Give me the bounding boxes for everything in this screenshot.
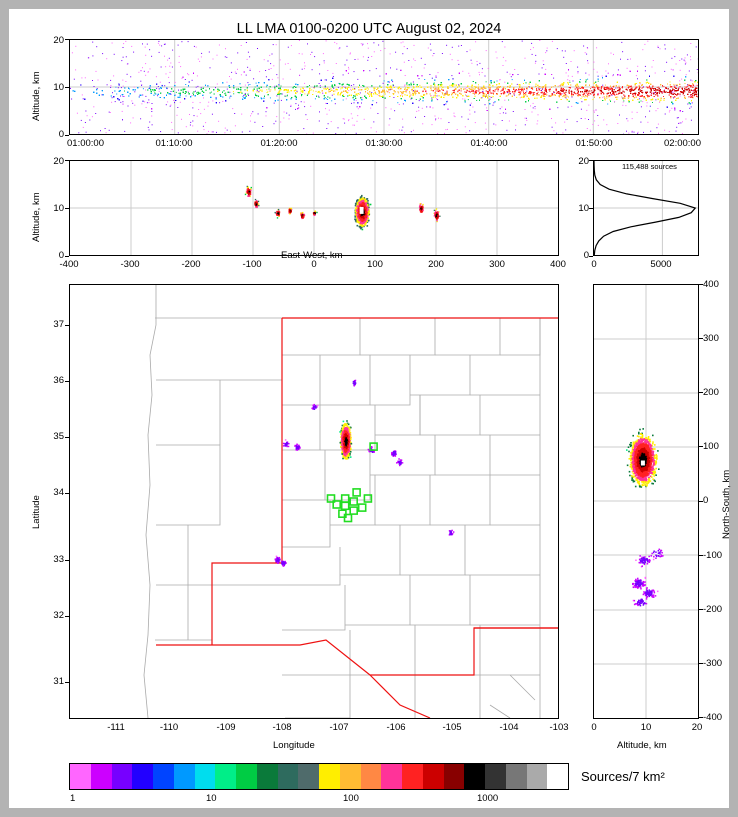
panel4-xtick--104: -104 <box>499 722 519 733</box>
panel1-xtick-5: 01:50:00 <box>575 138 613 149</box>
colorbar-segment-2 <box>112 764 133 789</box>
panel4-ytick-36: 36 <box>53 375 64 386</box>
panel1-xtick-0: 01:00:00 <box>67 138 104 149</box>
panel1-ytick-20: 20 <box>53 35 64 46</box>
panel-map[interactable] <box>69 284 559 719</box>
panel3-xtick-0: 0 <box>591 259 597 270</box>
panel5-ytick--300: -300 <box>703 658 723 669</box>
panel-time-vs-altitude[interactable] <box>69 39 699 135</box>
panel1-xtick-6: 02:00:00 <box>664 138 701 149</box>
colorbar-segment-7 <box>215 764 236 789</box>
panel4-xtick--109: -109 <box>216 722 236 733</box>
panel5-xtick-20: 20 <box>691 722 703 733</box>
colorbar-segment-12 <box>319 764 340 789</box>
panel4-xtick--103: -103 <box>549 722 569 733</box>
panel4-ytick-35: 35 <box>53 431 64 442</box>
panel3-ytick-10: 10 <box>578 203 589 214</box>
colorbar-segment-1 <box>91 764 112 789</box>
panel4-ytick-34: 34 <box>53 487 64 498</box>
panel5-ytick--100: -100 <box>703 550 723 561</box>
colorbar-segment-18 <box>444 764 465 789</box>
panel2-xtick-400: 400 <box>550 259 566 270</box>
panel2-xtick--100: -100 <box>242 259 262 270</box>
figure-canvas <box>9 9 732 808</box>
colorbar-segment-10 <box>278 764 299 789</box>
colorbar-segment-4 <box>153 764 174 789</box>
panel1-xtick-1: 01:10:00 <box>155 138 193 149</box>
panel5-ytick-400: 400 <box>703 279 719 290</box>
colorbar-segment-17 <box>423 764 444 789</box>
colorbar-segment-22 <box>527 764 548 789</box>
altitude-histogram-curve <box>594 161 698 255</box>
panel4-ytick-31: 31 <box>53 676 64 687</box>
panel4-xlabel: Longitude <box>273 740 315 751</box>
panel2-ytick-20: 20 <box>53 156 64 167</box>
panel3-xtick-5000: 5000 <box>650 259 672 270</box>
panel4-xtick--106: -106 <box>386 722 406 733</box>
panel2-ylabel: Altitude, km <box>31 192 42 242</box>
panel2-xtick-200: 200 <box>428 259 444 270</box>
colorbar-tick-1: 1 <box>70 793 76 804</box>
panel2-ytick-10: 10 <box>53 203 64 214</box>
panel1-xtick-4: 01:40:00 <box>470 138 508 149</box>
colorbar-tick-100: 100 <box>343 793 359 804</box>
colorbar-segment-3 <box>132 764 153 789</box>
panel2-xtick-100: 100 <box>367 259 383 270</box>
colorbar-segment-14 <box>361 764 382 789</box>
panel1-ytick-10: 10 <box>53 82 64 93</box>
panel5-ytick-300: 300 <box>703 333 719 344</box>
time-height-scatter <box>70 40 698 134</box>
station-marker-4 <box>350 507 357 514</box>
panel4-ytick-33: 33 <box>53 554 64 565</box>
panel4-ytick-32: 32 <box>53 610 64 621</box>
colorbar-segment-9 <box>257 764 278 789</box>
panel-eastwest-vs-altitude[interactable] <box>69 160 559 256</box>
colorbar-segment-19 <box>464 764 485 789</box>
colorbar-segment-11 <box>298 764 319 789</box>
panel3-ytick-0: 0 <box>583 250 589 261</box>
panel2-xtick-300: 300 <box>489 259 505 270</box>
source-count-label: 115,488 sources <box>622 162 677 171</box>
panel4-ytick-37: 37 <box>53 319 64 330</box>
panel5-xtick-0: 0 <box>591 722 597 733</box>
colorbar-tick-10: 10 <box>206 793 217 804</box>
colorbar[interactable] <box>69 763 569 790</box>
map-graphic <box>70 285 558 718</box>
panel4-xtick--111: -111 <box>107 722 125 733</box>
panel2-xtick-0: 0 <box>311 259 317 270</box>
ns-altitude-scatter <box>594 285 698 718</box>
panel1-ylabel: Altitude, km <box>31 71 42 121</box>
panel5-ytick--400: -400 <box>703 712 723 723</box>
panel5-xtick-10: 10 <box>640 722 652 733</box>
panel-altitude-vs-northsouth[interactable] <box>593 284 699 719</box>
panel-altitude-histogram[interactable] <box>593 160 699 256</box>
colorbar-tick-1000: 1000 <box>477 793 499 804</box>
colorbar-segment-8 <box>236 764 257 789</box>
panel3-ytick-20: 20 <box>578 156 589 167</box>
panel2-ytick-0: 0 <box>58 250 64 261</box>
colorbar-segment-13 <box>340 764 361 789</box>
eastwest-height-scatter <box>70 161 558 255</box>
panel5-xlabel: Altitude, km <box>617 740 667 751</box>
colorbar-title: Sources/7 km² <box>581 769 665 784</box>
colorbar-segment-6 <box>195 764 216 789</box>
panel4-xtick--107: -107 <box>329 722 349 733</box>
panel4-xtick--105: -105 <box>442 722 462 733</box>
panel1-xtick-3: 01:30:00 <box>365 138 403 149</box>
colorbar-segment-20 <box>485 764 506 789</box>
panel1-xtick-2: 01:20:00 <box>260 138 298 149</box>
panel1-ytick-0: 0 <box>58 129 64 140</box>
panel2-xtick--300: -300 <box>120 259 140 270</box>
figure-title: LL LMA 0100-0200 UTC August 02, 2024 <box>236 21 502 37</box>
colorbar-segment-16 <box>402 764 423 789</box>
panel5-ytick-100: 100 <box>703 441 719 452</box>
panel5-ytick--200: -200 <box>703 604 723 615</box>
panel5-ytick-0: 0 <box>703 495 709 506</box>
station-marker-3 <box>359 504 366 511</box>
colorbar-segment-0 <box>70 764 91 789</box>
panel4-xtick--108: -108 <box>272 722 292 733</box>
panel2-xtick--400: -400 <box>59 259 79 270</box>
station-marker-6 <box>353 489 360 496</box>
panel4-xtick--110: -110 <box>159 722 179 733</box>
colorbar-segment-23 <box>547 764 568 789</box>
station-marker-1 <box>342 495 349 502</box>
panel5-ytick-200: 200 <box>703 387 719 398</box>
panel5-ylabel: North-South, km <box>721 469 732 539</box>
colorbar-segment-21 <box>506 764 527 789</box>
panel2-xtick--200: -200 <box>181 259 201 270</box>
station-marker-0 <box>350 498 357 505</box>
station-marker-11 <box>342 502 349 509</box>
colorbar-segment-5 <box>174 764 195 789</box>
panel4-ylabel: Latitude <box>31 495 42 529</box>
colorbar-segment-15 <box>381 764 402 789</box>
panel2-xlabel: East-West, km <box>281 250 343 261</box>
